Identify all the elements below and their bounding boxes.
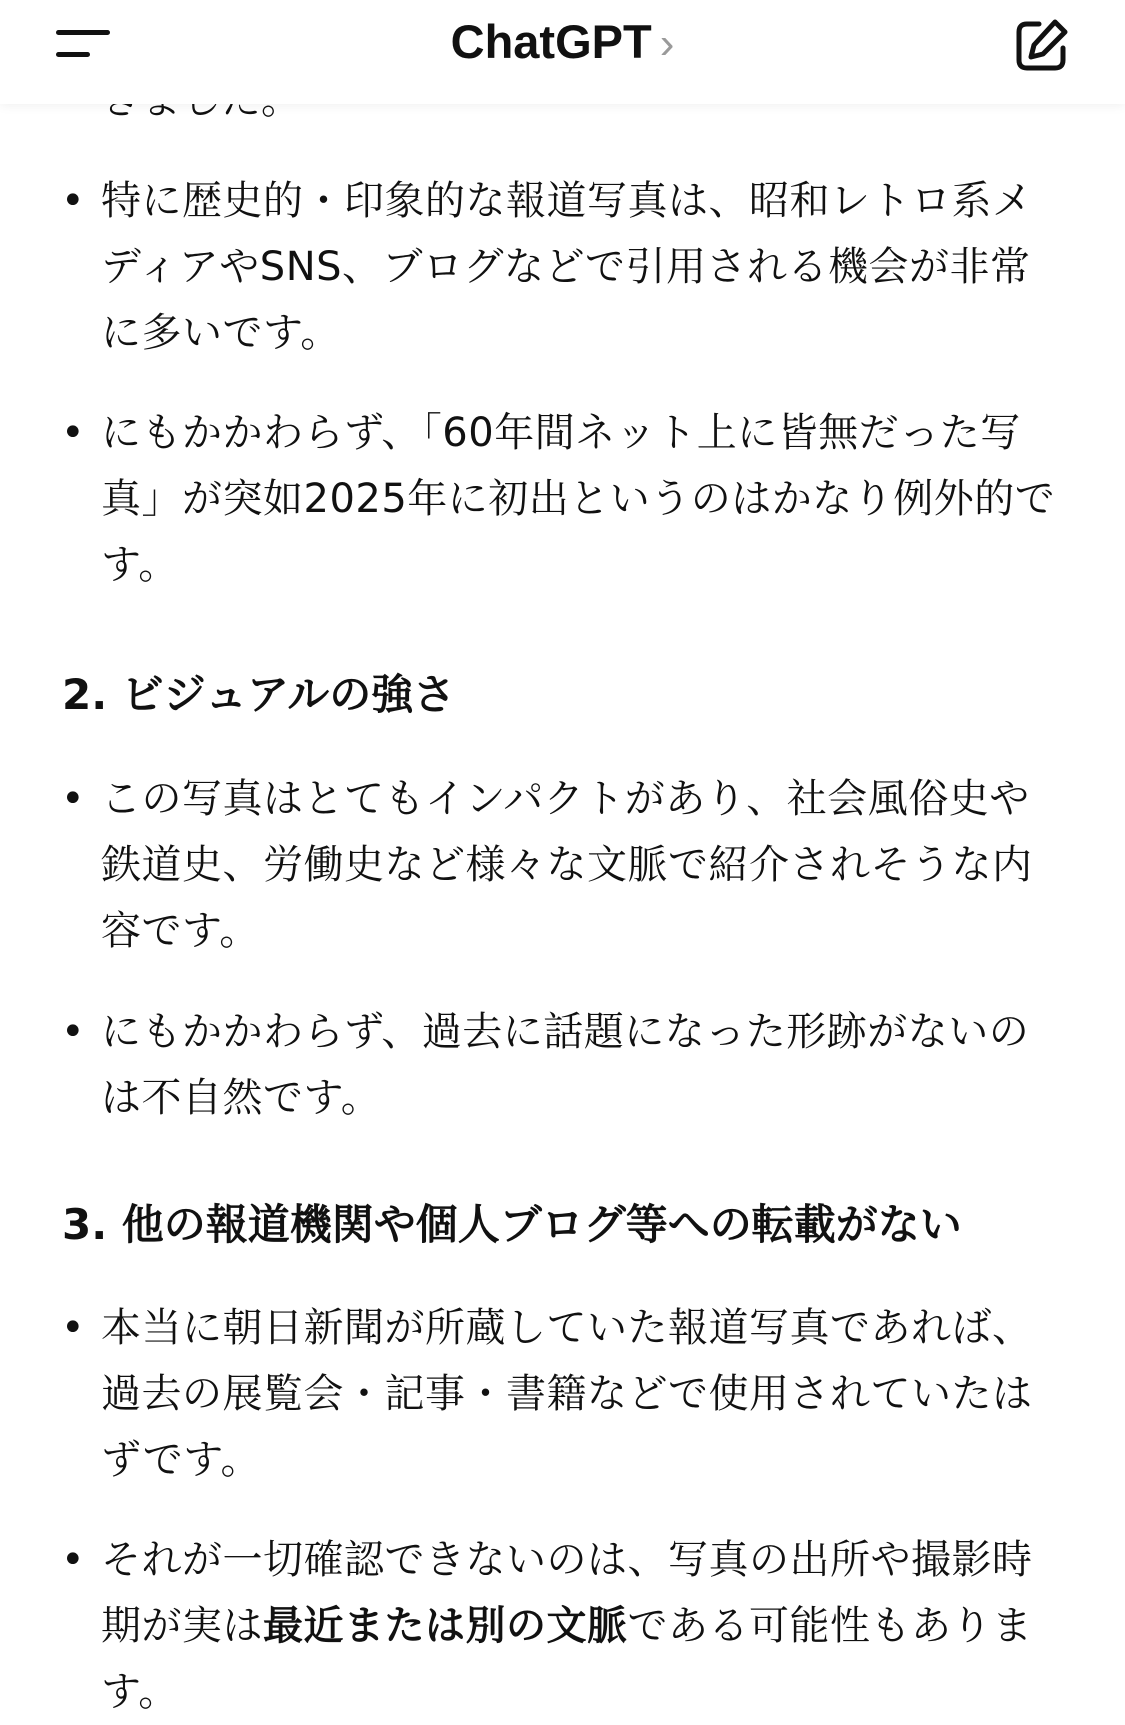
text-run: それが一切確認できないのは、写真の出所や撮影時期が実は bbox=[101, 1537, 1033, 1649]
bullet-marker: • bbox=[61, 1305, 86, 1351]
list-item bbox=[61, 766, 1061, 964]
app-title: ChatGPT bbox=[450, 15, 652, 68]
top-nav-bar bbox=[0, 0, 1125, 104]
list-item-text: にもかかわらず、「60年間ネット上に皆無だった写真」が突如2025年に初出というのはかなり例外的です。 bbox=[101, 410, 1056, 588]
list-item-text: にもかかわらず、過去に話題になった形跡がないのは不自然です。 bbox=[101, 1009, 1030, 1121]
section-heading: 3. 他の報道機関や個人ブログ等への転載がない bbox=[62, 1200, 962, 1249]
compose-icon[interactable] bbox=[1011, 16, 1071, 76]
bullet-marker: • bbox=[61, 776, 86, 822]
list-item-text: この写真はとてもインパクトがあり、社会風俗史や鉄道史、労働史など様々な文脈で紹介されそうな内容です。 bbox=[101, 776, 1033, 954]
list-item-text: 特に歴史的・印象的な報道写真は、昭和レトロ系メディアやSNS、ブログなどで引用される機会が非常に多いです。 bbox=[101, 178, 1033, 356]
chevron-right-icon: › bbox=[659, 19, 675, 68]
list-item-text bbox=[101, 1537, 1033, 1715]
bullet-marker: • bbox=[61, 1009, 86, 1055]
list-item-text: 本当に朝日新聞が所蔵していた報道写真であれば、過去の展覧会・記事・書籍などで使用されていたはずです。 bbox=[101, 1305, 1033, 1483]
bullet-marker: • bbox=[61, 410, 86, 456]
list-item bbox=[61, 1295, 1061, 1493]
list-item bbox=[61, 1527, 1061, 1725]
section-heading: 2. ビジュアルの強さ bbox=[62, 670, 456, 719]
list-item bbox=[61, 400, 1061, 598]
list-item bbox=[61, 168, 1061, 366]
list-item bbox=[61, 999, 1061, 1131]
model-selector[interactable] bbox=[0, 14, 1125, 72]
bullet-marker: • bbox=[61, 1537, 86, 1583]
bold-text: 最近または別の文脈 bbox=[263, 1603, 628, 1649]
text-run: である可能性もあります。 bbox=[101, 1603, 1033, 1715]
bullet-marker: • bbox=[61, 178, 86, 224]
